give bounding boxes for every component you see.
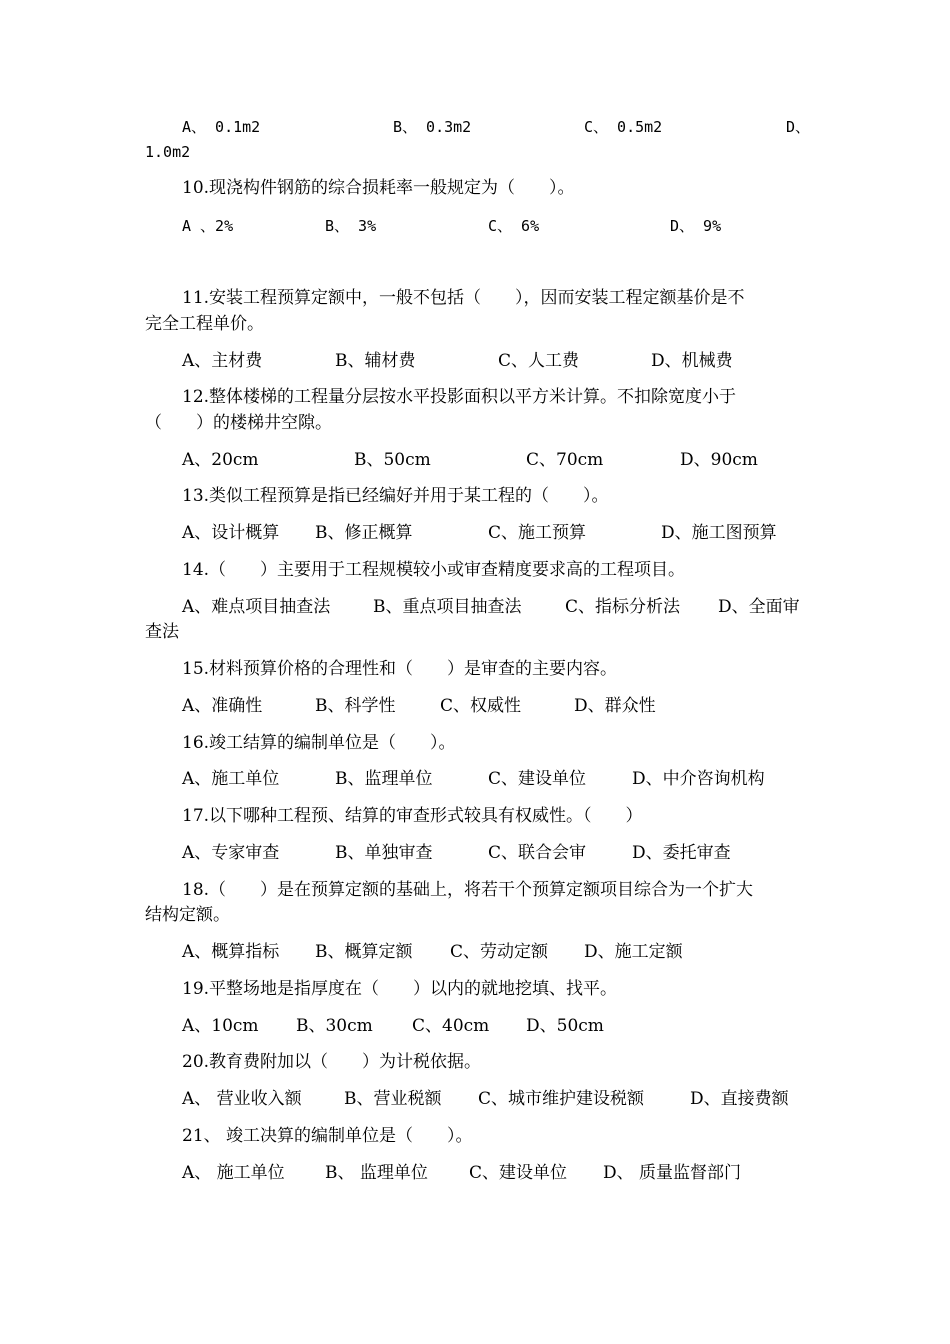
q13-option-a: A、设计概算 (182, 523, 280, 543)
q17-option-b: B、单独审查 (335, 843, 433, 863)
q9-option-d-wrap: 1.0m2 (145, 143, 191, 161)
q20-option-b: B、营业税额 (344, 1089, 442, 1109)
q21-option-d: D、 质量监督部门 (603, 1163, 742, 1183)
q11-question-line1: 11.安装工程预算定额中，一般不包括（ ），因而安装工程定额基价是不 (182, 288, 745, 308)
q12-option-d: D、90cm (680, 450, 758, 470)
q19-option-c: C、40cm (412, 1016, 490, 1036)
q11-question-line2: 完全工程单价。 (145, 314, 264, 334)
q17-question: 17.以下哪种工程预、结算的审查形式较具有权威性。（ ） (182, 806, 643, 826)
q14-option-b: B、重点项目抽查法 (373, 597, 522, 617)
q14-question: 14.（ ）主要用于工程规模较小或审查精度要求高的工程项目。 (182, 560, 686, 580)
q12-option-b: B、50cm (354, 450, 431, 470)
q16-option-b: B、监理单位 (335, 769, 433, 789)
q15-question: 15.材料预算价格的合理性和（ ）是审查的主要内容。 (182, 659, 618, 679)
q20-option-d: D、直接费额 (690, 1089, 789, 1109)
q14-option-d: D、全面审 (718, 597, 800, 617)
q11-option-a: A、主材费 (182, 351, 263, 371)
q13-option-b: B、修正概算 (315, 523, 413, 543)
q11-option-c: C、人工费 (498, 351, 580, 371)
q18-option-d: D、施工定额 (584, 942, 683, 962)
q9-option-a: A、 0.1m2 (182, 118, 261, 136)
q16-question: 16.竣工结算的编制单位是（ ）。 (182, 733, 456, 753)
q20-option-a: A、 营业收入额 (182, 1089, 302, 1109)
q14-option-c: C、指标分析法 (565, 597, 681, 617)
q12-question-line1: 12.整体楼梯的工程量分层按水平投影面积以平方米计算。不扣除宽度小于 (182, 387, 737, 407)
q10-option-c: C、 6% (488, 217, 540, 235)
q16-option-a: A、施工单位 (182, 769, 280, 789)
q21-option-c: C、建设单位 (469, 1163, 568, 1183)
q20-option-c: C、城市维护建设税额 (478, 1089, 645, 1109)
q15-option-b: B、科学性 (315, 696, 396, 716)
q19-option-a: A、10cm (182, 1016, 259, 1036)
q17-option-a: A、专家审查 (182, 843, 280, 863)
q15-option-d: D、群众性 (574, 696, 656, 716)
q11-option-d: D、机械费 (651, 351, 733, 371)
q19-option-b: B、30cm (296, 1016, 373, 1036)
q9-option-b: B、 0.3m2 (393, 118, 472, 136)
q9-option-c: C、 0.5m2 (584, 118, 663, 136)
q9-option-d: D、 (786, 118, 811, 136)
q18-option-b: B、概算定额 (315, 942, 413, 962)
q15-option-a: A、准确性 (182, 696, 263, 716)
q12-question-line2: （ ）的楼梯井空隙。 (145, 413, 332, 433)
q21-option-a: A、 施工单位 (182, 1163, 285, 1183)
q14-option-a: A、难点项目抽查法 (182, 597, 331, 617)
q12-option-c: C、70cm (526, 450, 604, 470)
q17-option-c: C、联合会审 (488, 843, 587, 863)
q10-question: 10.现浇构件钢筋的综合损耗率一般规定为（ ）。 (182, 178, 575, 198)
q10-option-d: D、 9% (670, 217, 722, 235)
q10-option-b: B、 3% (325, 217, 377, 235)
q18-question-line2: 结构定额。 (145, 905, 230, 925)
q16-option-d: D、中介咨询机构 (632, 769, 765, 789)
q12-option-a: A、20cm (182, 450, 259, 470)
q18-question-line1: 18.（ ）是在预算定额的基础上，将若干个预算定额项目综合为一个扩大 (182, 880, 754, 900)
q17-option-d: D、委托审查 (632, 843, 731, 863)
q21-question: 21、 竣工决算的编制单位是（ ）。 (182, 1126, 473, 1146)
q13-question: 13.类似工程预算是指已经编好并用于某工程的（ ）。 (182, 486, 609, 506)
q19-question: 19.平整场地是指厚度在（ ）以内的就地挖填、找平。 (182, 979, 618, 999)
q18-option-c: C、劳动定额 (450, 942, 549, 962)
q14-option-d-wrap: 查法 (145, 622, 179, 642)
q16-option-c: C、建设单位 (488, 769, 587, 789)
q13-option-c: C、施工预算 (488, 523, 587, 543)
q10-option-a: A 、2% (182, 217, 234, 235)
q18-option-a: A、概算指标 (182, 942, 280, 962)
q20-question: 20.教育费附加以（ ）为计税依据。 (182, 1052, 482, 1072)
q13-option-d: D、施工图预算 (661, 523, 777, 543)
q21-option-b: B、 监理单位 (325, 1163, 428, 1183)
q15-option-c: C、权威性 (440, 696, 522, 716)
q19-option-d: D、50cm (526, 1016, 604, 1036)
q11-option-b: B、辅材费 (335, 351, 416, 371)
